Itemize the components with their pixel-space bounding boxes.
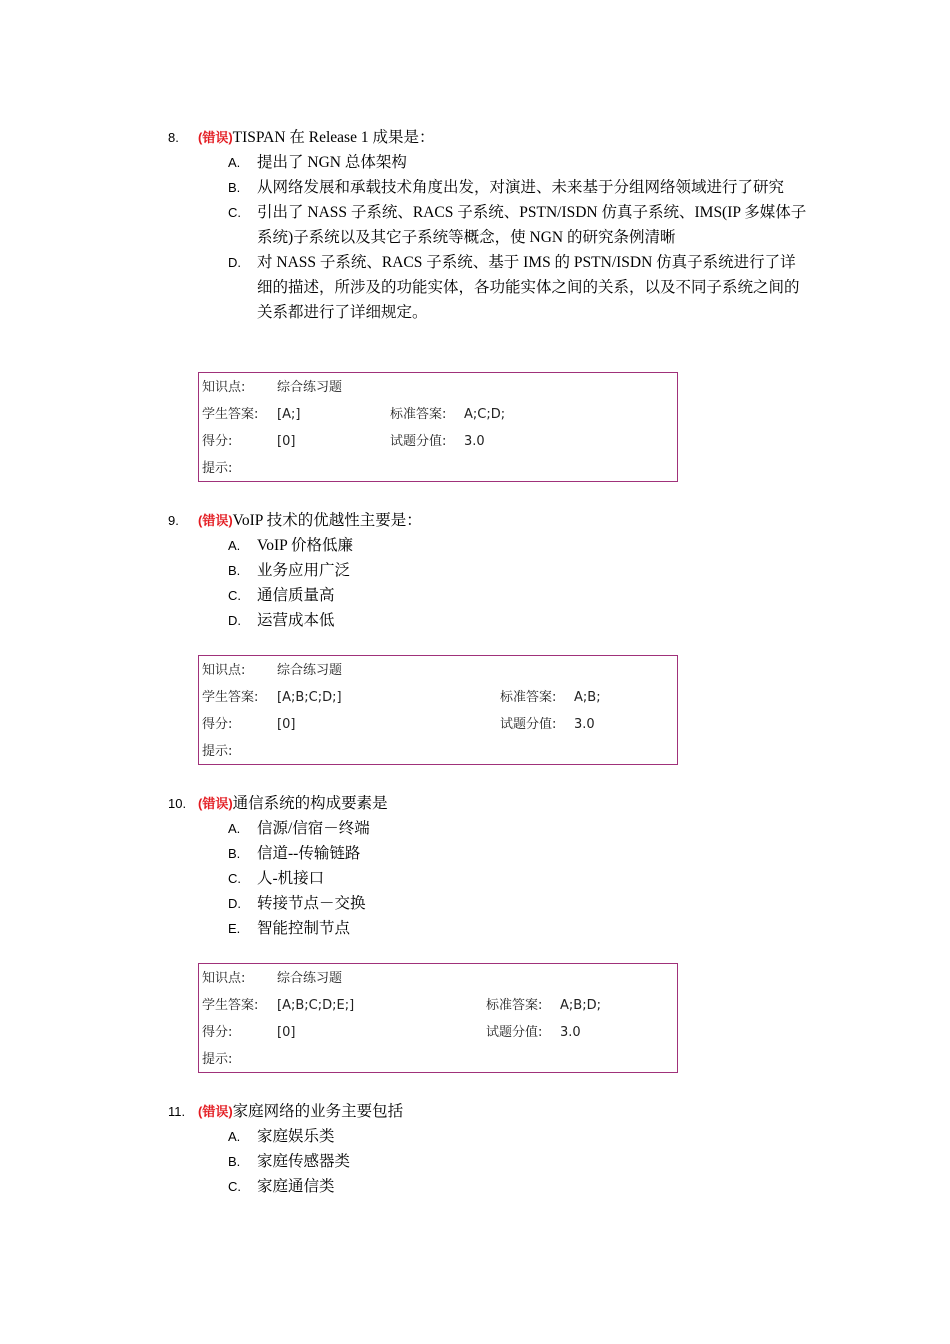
standard-answer-label: 标准答案:: [486, 998, 543, 1013]
question-text-line: [198, 125, 434, 150]
option-text: 提出了 NGN 总体架构: [257, 154, 407, 171]
question-number: 11.: [168, 1104, 186, 1119]
standard-answer-value: A;C;D;: [464, 407, 506, 422]
option-c: [168, 583, 818, 608]
question-header: [168, 1099, 818, 1124]
option-text: 引出了 NASS 子系统、RACS 子系统、PSTN/ISDN 仿真子系统、IMS(IP 多媒体子系统)子系统以及其它子系统等概念，使 NGN 的研究条例清晰: [257, 204, 807, 246]
question-header: [168, 508, 818, 533]
wrong-status-label: (错误): [198, 130, 233, 145]
option-text: 通信质量高: [257, 587, 335, 604]
option-text: 智能控制节点: [257, 920, 351, 937]
option-letter: B.: [228, 180, 241, 195]
option-letter: C.: [228, 871, 241, 886]
question-text-line: [198, 791, 388, 816]
wrong-status-label: (错误): [198, 513, 233, 528]
knowledge-label: 知识点:: [202, 663, 246, 678]
option-text: 家庭通信类: [257, 1178, 335, 1195]
option-a: [168, 816, 818, 841]
option-letter: A.: [228, 1129, 241, 1144]
knowledge-label: 知识点:: [202, 380, 246, 395]
knowledge-value: 综合练习题: [277, 663, 343, 678]
option-letter: B.: [228, 1154, 241, 1169]
option-letter: C.: [228, 588, 241, 603]
points-value: 3.0: [464, 434, 485, 449]
hint-label: 提示:: [202, 461, 233, 476]
option-letter: A.: [228, 538, 241, 553]
student-answer-label: 学生答案:: [202, 998, 259, 1013]
option-d: [168, 891, 818, 916]
student-answer-label: 学生答案:: [202, 690, 259, 705]
option-c: [168, 1174, 818, 1199]
option-letter: C.: [228, 205, 241, 220]
question-text: TISPAN 在 Release 1 成果是：: [232, 129, 435, 146]
score-label: 得分:: [202, 717, 233, 732]
question-text-line: [198, 508, 422, 533]
option-d: [168, 608, 818, 633]
question-9: [168, 508, 818, 633]
student-answer-value: [A;B;C;D;E;]: [277, 998, 355, 1013]
points-label: 试题分值:: [500, 717, 557, 732]
student-answer-value: [A;B;C;D;]: [277, 690, 342, 705]
points-value: 3.0: [560, 1025, 581, 1040]
knowledge-value: 综合练习题: [277, 971, 343, 986]
points-label: 试题分值:: [390, 434, 447, 449]
option-text: 从网络发展和承载技术角度出发，对演进、未来基于分组网络领域进行了研究: [257, 179, 785, 196]
option-c: [168, 866, 818, 891]
option-b: [168, 175, 818, 200]
wrong-status-label: (错误): [198, 796, 233, 811]
option-text: 转接节点－交换: [257, 895, 366, 912]
question-8: [168, 125, 818, 325]
points-label: 试题分值:: [486, 1025, 543, 1040]
knowledge-label: 知识点:: [202, 971, 246, 986]
option-text: 信道--传输链路: [257, 845, 361, 862]
option-a: [168, 1124, 818, 1149]
wrong-status-label: (错误): [198, 1104, 233, 1119]
student-answer-value: [A;]: [277, 407, 301, 422]
standard-answer-label: 标准答案:: [390, 407, 447, 422]
option-letter: C.: [228, 1179, 241, 1194]
option-b: [168, 1149, 818, 1174]
option-text: 业务应用广泛: [257, 562, 351, 579]
standard-answer-value: A;B;D;: [560, 998, 601, 1013]
option-text: 家庭娱乐类: [257, 1128, 335, 1145]
option-letter: D.: [228, 613, 241, 628]
option-a: [168, 150, 818, 175]
option-e: [168, 916, 818, 941]
option-b: [168, 558, 818, 583]
question-text: 家庭网络的业务主要包括: [232, 1103, 404, 1120]
hint-label: 提示:: [202, 1052, 233, 1067]
question-number: 9.: [168, 513, 179, 528]
option-letter: B.: [228, 563, 241, 578]
option-a: [168, 533, 818, 558]
question-number: 10.: [168, 796, 187, 811]
option-text: 对 NASS 子系统、RACS 子系统、基于 IMS 的 PSTN/ISDN 仿真子系统进行了详细的描述，所涉及的功能实体，各功能实体之间的关系，以及不同子系统之间的关系都进行了详细规定。: [257, 254, 800, 321]
option-text: VoIP 价格低廉: [257, 537, 354, 554]
question-header: [168, 791, 818, 816]
question-text: 通信系统的构成要素是: [232, 795, 388, 812]
option-d: [168, 250, 818, 325]
hint-label: 提示:: [202, 744, 233, 759]
question-11: [168, 1099, 818, 1199]
standard-answer-label: 标准答案:: [500, 690, 557, 705]
score-label: 得分:: [202, 434, 233, 449]
question-number: 8.: [168, 130, 179, 145]
question-10: [168, 791, 818, 941]
option-b: [168, 841, 818, 866]
answer-info-box: [198, 655, 678, 765]
option-letter: D.: [228, 255, 241, 270]
knowledge-value: 综合练习题: [277, 380, 343, 395]
option-text: 人-机接口: [257, 870, 325, 887]
option-text: 运营成本低: [257, 612, 335, 629]
question-text-line: [198, 1099, 403, 1124]
question-header: [168, 125, 818, 150]
option-letter: D.: [228, 896, 241, 911]
student-answer-label: 学生答案:: [202, 407, 259, 422]
question-text: VoIP 技术的优越性主要是：: [232, 512, 422, 529]
option-text: 信源/信宿－终端: [257, 820, 370, 837]
score-value: [0]: [277, 717, 296, 732]
option-letter: A.: [228, 155, 241, 170]
option-letter: B.: [228, 846, 241, 861]
score-value: [0]: [277, 1025, 296, 1040]
option-c: [168, 200, 818, 250]
answer-info-box: [198, 372, 678, 482]
option-letter: E.: [228, 921, 241, 936]
option-letter: A.: [228, 821, 241, 836]
score-value: [0]: [277, 434, 296, 449]
points-value: 3.0: [574, 717, 595, 732]
standard-answer-value: A;B;: [574, 690, 601, 705]
score-label: 得分:: [202, 1025, 233, 1040]
answer-info-box: [198, 963, 678, 1073]
option-text: 家庭传感器类: [257, 1153, 351, 1170]
